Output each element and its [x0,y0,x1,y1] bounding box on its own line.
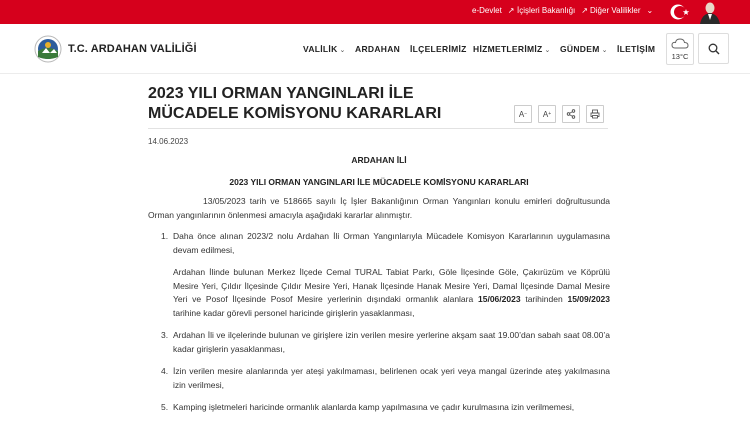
diger-valilikler-link[interactable]: Diğer Valilikler ⌄ [590,6,654,15]
nav-hizmetlerimiz[interactable]: HİZMETLERİMİZ ⌄ [473,44,551,54]
external-link-icon: ↗ [507,6,515,15]
list-item: 4. İzin verilen mesire alanlarında yer ateşi yakılmaması, belirlenen ocak yeri veya mangal üzerinde ateş yakılmasına izin verilmesi, [161,366,610,390]
search-icon [708,43,720,55]
decision-list [148,230,610,415]
list-item: 1. Daha önce alınan 2023/2 nolu Ardahan İli Orman Yangınlarıyla Mücadele Komisyon Kararlarının uygulamasına devam edilmesi, [161,231,610,255]
list-item: 5. Kamping işletmeleri haricinde ormanlık alanlarda kamp yapılmasına ve çadır kurulmasına izin verilmemesi, [161,402,575,412]
share-button[interactable] [562,105,580,123]
cloud-icon [671,37,689,49]
chevron-down-icon: ⌄ [544,47,551,54]
font-decrease-button[interactable]: A − [514,105,532,123]
chevron-down-icon: ⌄ [601,47,608,54]
font-increase-button[interactable]: A + [538,105,556,123]
site-header [0,24,750,74]
nav-ilcelerimiz[interactable]: İLÇELERİMİZ [410,44,467,54]
chevron-down-icon: ⌄ [339,47,346,54]
chevron-down-icon: ⌄ [646,6,654,15]
doc-intro: 13/05/2023 tarih ve 518665 sayılı İç İşler Bakanlığının Orman Yangınları konulu emirleri doğrultusunda Orman yangınlarının önlenmesi amacıyla aşağıdaki kararlar alınmıştır. [148,196,610,220]
doc-heading-title: 2023 YILI ORMAN YANGINLARI İLE MÜCADELE KOMİSYONU KARARLARI [229,176,529,187]
nav-gundem[interactable]: GÜNDEM ⌄ [560,44,608,54]
nav-ardahan[interactable]: ARDAHAN [355,44,401,54]
external-link-icon: ↗ [581,6,588,15]
publish-date: 14.06.2023 [148,137,189,146]
top-bar [0,0,750,24]
icisleri-link[interactable]: İçişleri Bakanlığı ↗ [517,6,588,15]
edevlet-link[interactable]: e-Devlet ↗ [472,6,515,15]
weather-widget[interactable] [666,33,694,65]
print-icon [590,109,600,119]
turkish-flag-icon [668,2,692,22]
search-button[interactable] [698,33,729,64]
print-button[interactable] [586,105,604,123]
valilik-logo[interactable] [34,35,62,63]
article-tools [514,105,604,123]
site-brand[interactable]: T.C. ARDAHAN VALİLİĞİ [68,43,197,55]
page-title: 2023 YILI ORMAN YANGINLARI İLE MÜCADELE KOMİSYONU KARARLARI [148,85,442,122]
title-divider [148,128,608,129]
share-icon [566,109,576,119]
list-item: 3. Ardahan İli ve ilçelerinde bulunan ve girişlere izin verilen mesire yerlerine akşam saat 19.00’dan sabah saat 08.00’a kadar girişlerin yasaklanması, [161,330,610,354]
list-item: Ardahan İlinde bulunan Merkez İlçede Cemal TURAL Tabiat Parkı, Göle İlçesinde Göle, Çakırüzüm ve Köprülü Mesire Yeri, Çıldır İlçesinde Çıldır Mesire Yeri, Hanak İlçesinde Hanak Mesire Yeri, Damal İlçesinde Damal Mesire Yeri ve Posof İlçesinde Posof Mesire yerlerinin dışındaki ormanlık alanlara 15/06/2023 tarihinden 15/09/2023 tarihine kadar görevli personel haricinde girişlerin yasaklanması, [173,267,611,318]
temperature: 13°C [671,52,689,61]
doc-heading-province: ARDAHAN İLİ [351,155,407,165]
article-body [148,154,610,424]
nav-valilik[interactable]: VALİLİK ⌄ [303,44,346,54]
ataturk-portrait [694,0,726,24]
nav-iletisim[interactable]: İLETİŞİM [617,44,656,54]
